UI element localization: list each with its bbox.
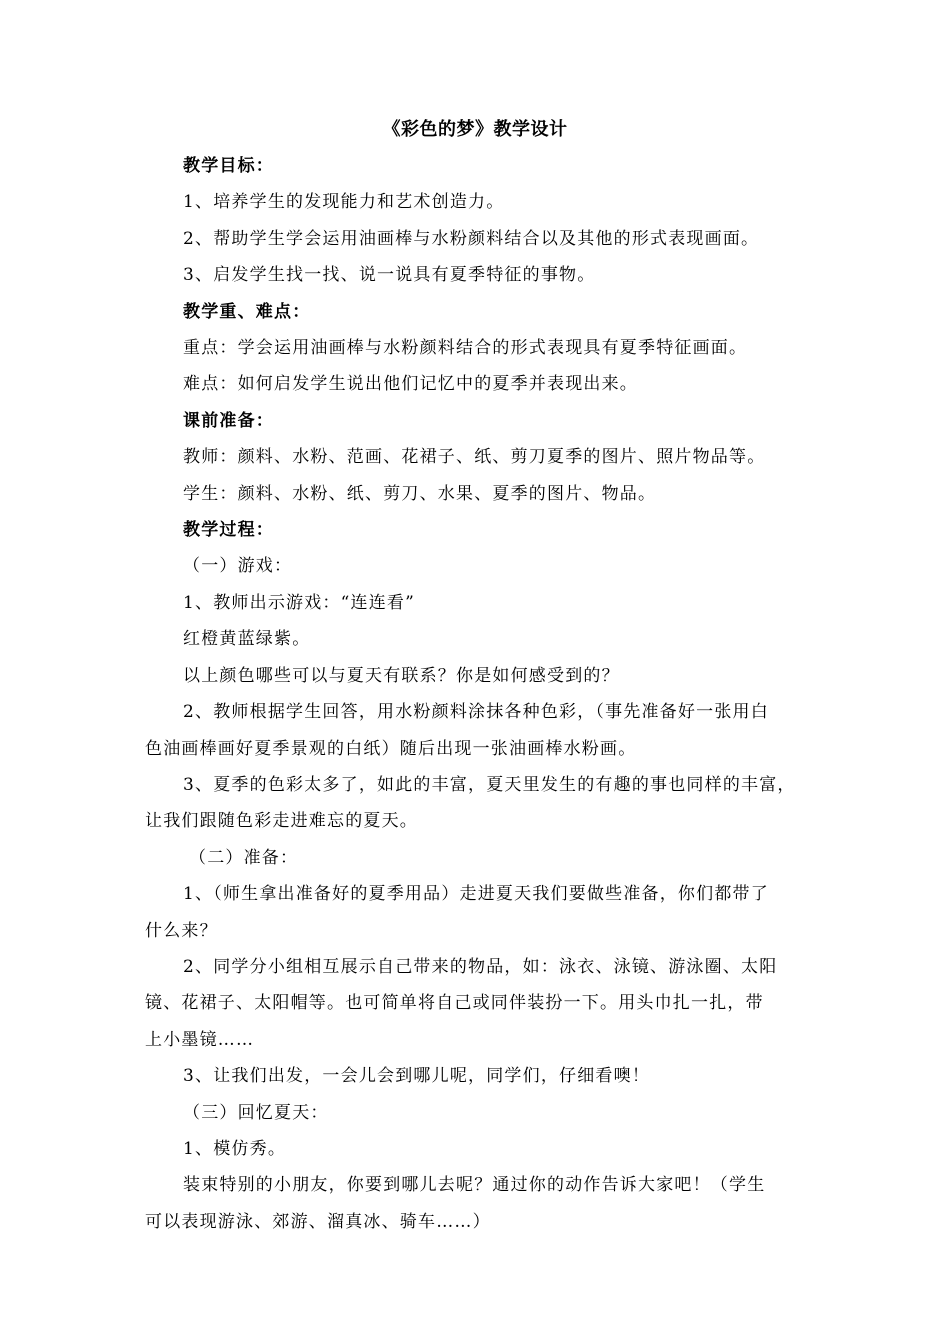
paragraph-continuation: 色油画棒画好夏季景观的白纸）随后出现一张油画棒水粉画。 [145,738,637,759]
document-title: 《彩色的梦》教学设计 [382,119,568,140]
paragraph: 教师：颜料、水粉、范画、花裙子、纸、剪刀夏季的图片、照片物品等。 [183,447,766,468]
paragraph: 以上颜色哪些可以与夏天有联系？你是如何感受到的？ [183,665,620,686]
paragraph: 重点：学会运用油画棒与水粉颜料结合的形式表现具有夏季特征画面。 [183,338,748,359]
paragraph: 2、教师根据学生回答，用水粉颜料涂抹各种色彩，（事先准备好一张用白 [183,702,769,723]
subsection-heading: （三）回忆夏天： [183,1102,329,1123]
paragraph: 1、模仿秀。 [183,1138,287,1159]
subsection-heading: （二）准备： [189,847,299,868]
subsection-heading: （一）游戏： [183,556,293,577]
paragraph: 3、启发学生找一找、说一说具有夏季特征的事物。 [183,265,596,286]
section-heading-process: 教学过程： [183,520,274,541]
paragraph: 3、夏季的色彩太多了，如此的丰富，夏天里发生的有趣的事也同样的丰富， [183,774,796,795]
paragraph: 2、帮助学生学会运用油画棒与水粉颜料结合以及其他的形式表现画面。 [183,228,760,249]
paragraph-continuation: 可以表现游泳、郊游、溜真冰、骑车……） [145,1211,491,1232]
paragraph-continuation: 镜、花裙子、太阳帽等。也可简单将自己或同伴装扮一下。用头巾扎一扎，带 [145,993,764,1014]
paragraph: 1、（师生拿出准备好的夏季用品）走进夏天我们要做些准备，你们都带了 [183,884,769,905]
paragraph-continuation: 让我们跟随色彩走进难忘的夏天。 [145,811,418,832]
paragraph-continuation: 上小墨镜…… [145,1029,255,1050]
document-body [145,148,815,1240]
paragraph: 学生：颜料、水粉、纸、剪刀、水果、夏季的图片、物品。 [183,483,657,504]
paragraph: 红橙黄蓝绿紫。 [183,629,311,650]
paragraph: 装束特别的小朋友，你要到哪儿去呢？通过你的动作告诉大家吧！（学生 [183,1175,766,1196]
paragraph: 3、让我们出发，一会儿会到哪儿呢，同学们，仔细看噢！ [183,1066,651,1087]
paragraph-continuation: 什么来？ [145,920,218,941]
paragraph: 1、教师出示游戏：“连连看” [183,592,415,613]
section-heading-objectives: 教学目标： [183,156,274,176]
paragraph: 1、培养学生的发现能力和艺术创造力。 [183,192,505,213]
paragraph: 2、同学分小组相互展示自己带来的物品，如：泳衣、泳镜、游泳圈、太阳 [183,956,778,977]
section-heading-preparation: 课前准备： [183,410,274,431]
paragraph: 难点：如何启发学生说出他们记忆中的夏季并表现出来。 [183,374,638,395]
section-heading-key-points: 教学重、难点： [183,301,311,322]
